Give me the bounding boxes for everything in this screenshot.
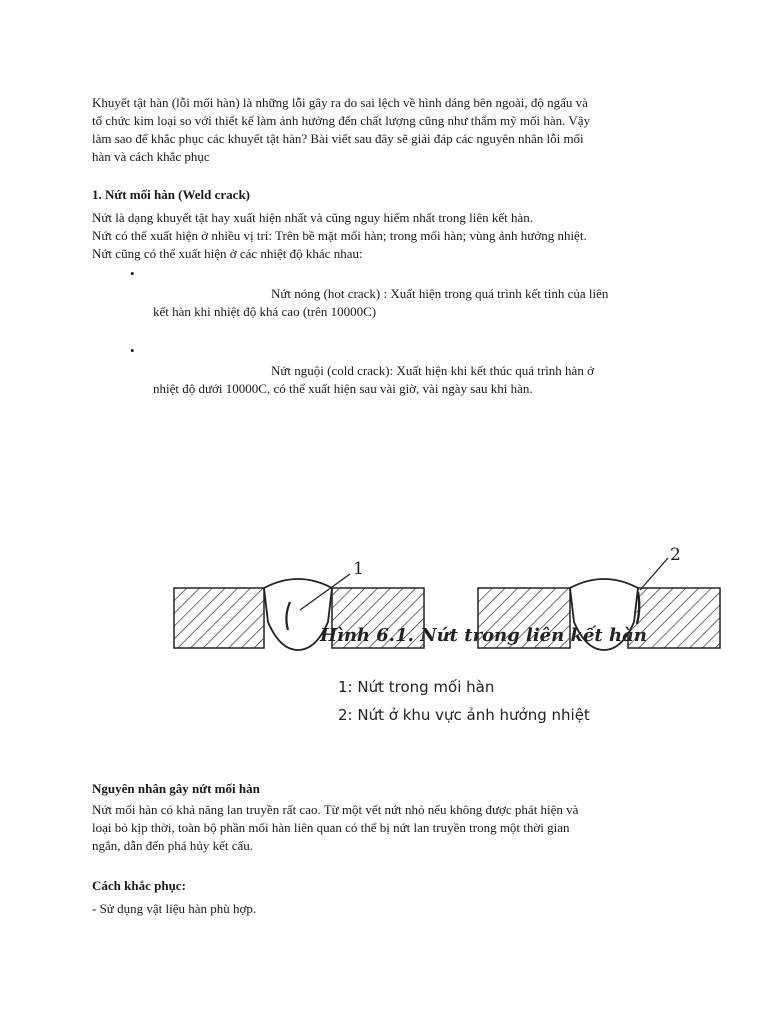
intro-line: Khuyết tật hàn (lỗi mối hàn) là những lỗi gây ra do sai lệch về hình dáng bên ngoài, độ ngấu và	[92, 95, 588, 110]
section1-line: Nứt cũng có thể xuất hiện ở các nhiệt độ khác nhau:	[92, 246, 363, 261]
intro-line: làm sao để khắc phục các khuyết tật hàn? Bài viết sau đây sẽ giải đáp các nguyên nhân lỗi mối	[92, 131, 584, 146]
cause-line: loại bỏ kịp thời, toàn bộ phần mối hàn liên quan có thể bị nứt lan truyền trong một thời gian	[92, 820, 570, 835]
crack-label-1: 1	[353, 559, 364, 579]
bullet-marker: •	[130, 266, 135, 281]
cause-line: Nứt mối hàn có khả năng lan truyền rất cao. Từ một vết nứt nhỏ nếu không được phát hiện và	[92, 802, 579, 817]
intro-line: tổ chức kim loại so với thiết kế làm ảnh hưởng đến chất lượng cũng như thẩm mỹ mối hàn. Vậy	[92, 113, 591, 128]
section-heading-cause: Nguyên nhân gây nứt mối hàn	[92, 781, 260, 796]
fix-line: - Sử dụng vật liệu hàn phù hợp.	[92, 901, 257, 916]
crack-label-2: 2	[670, 545, 681, 565]
figure-legend-item: 2: Nứt ở khu vực ảnh hưởng nhiệt	[338, 706, 590, 724]
figure-legend-item: 1: Nứt trong mối hàn	[338, 678, 495, 696]
section1-line: Nứt có thể xuất hiện ở nhiều vị trí: Trên bề mặt mối hàn; trong mối hàn; vùng ảnh hưởng nhiệt.	[92, 228, 587, 243]
section1-paragraph	[92, 209, 678, 263]
bullet-hot-crack	[153, 285, 678, 321]
bullet-line: Nứt nguội (cold crack): Xuất hiện khi kết thúc quá trình hàn ở	[271, 363, 594, 378]
section-heading-fix: Cách khắc phục:	[92, 878, 186, 893]
section1-line: Nứt là dạng khuyết tật hay xuất hiện nhất và cũng nguy hiểm nhất trong liên kết hàn.	[92, 210, 533, 225]
fix-paragraph	[92, 900, 678, 918]
bullet-line: Nứt nóng (hot crack) : Xuất hiện trong quá trình kết tinh của liên	[271, 286, 609, 301]
bullet-line: nhiệt độ dưới 10000C, có thể xuất hiện sau vài giờ, vài ngày sau khi hàn.	[153, 381, 533, 396]
figure-caption: Hình 6.1. Nứt trong liên kết hàn	[320, 625, 647, 646]
cause-paragraph	[92, 801, 678, 855]
bullet-cold-crack	[153, 362, 678, 398]
section-heading-weld-crack: 1. Nứt mối hàn (Weld crack)	[92, 187, 251, 202]
bullet-line: kết hàn khi nhiệt độ khá cao (trên 10000C)	[153, 304, 377, 319]
weld-crack-diagram	[160, 476, 681, 740]
cause-line: ngắn, dẫn đến phá hủy kết cấu.	[92, 838, 254, 853]
intro-line: hàn và cách khắc phục	[92, 149, 210, 164]
intro-paragraph	[92, 94, 678, 166]
bullet-marker: •	[130, 343, 135, 358]
